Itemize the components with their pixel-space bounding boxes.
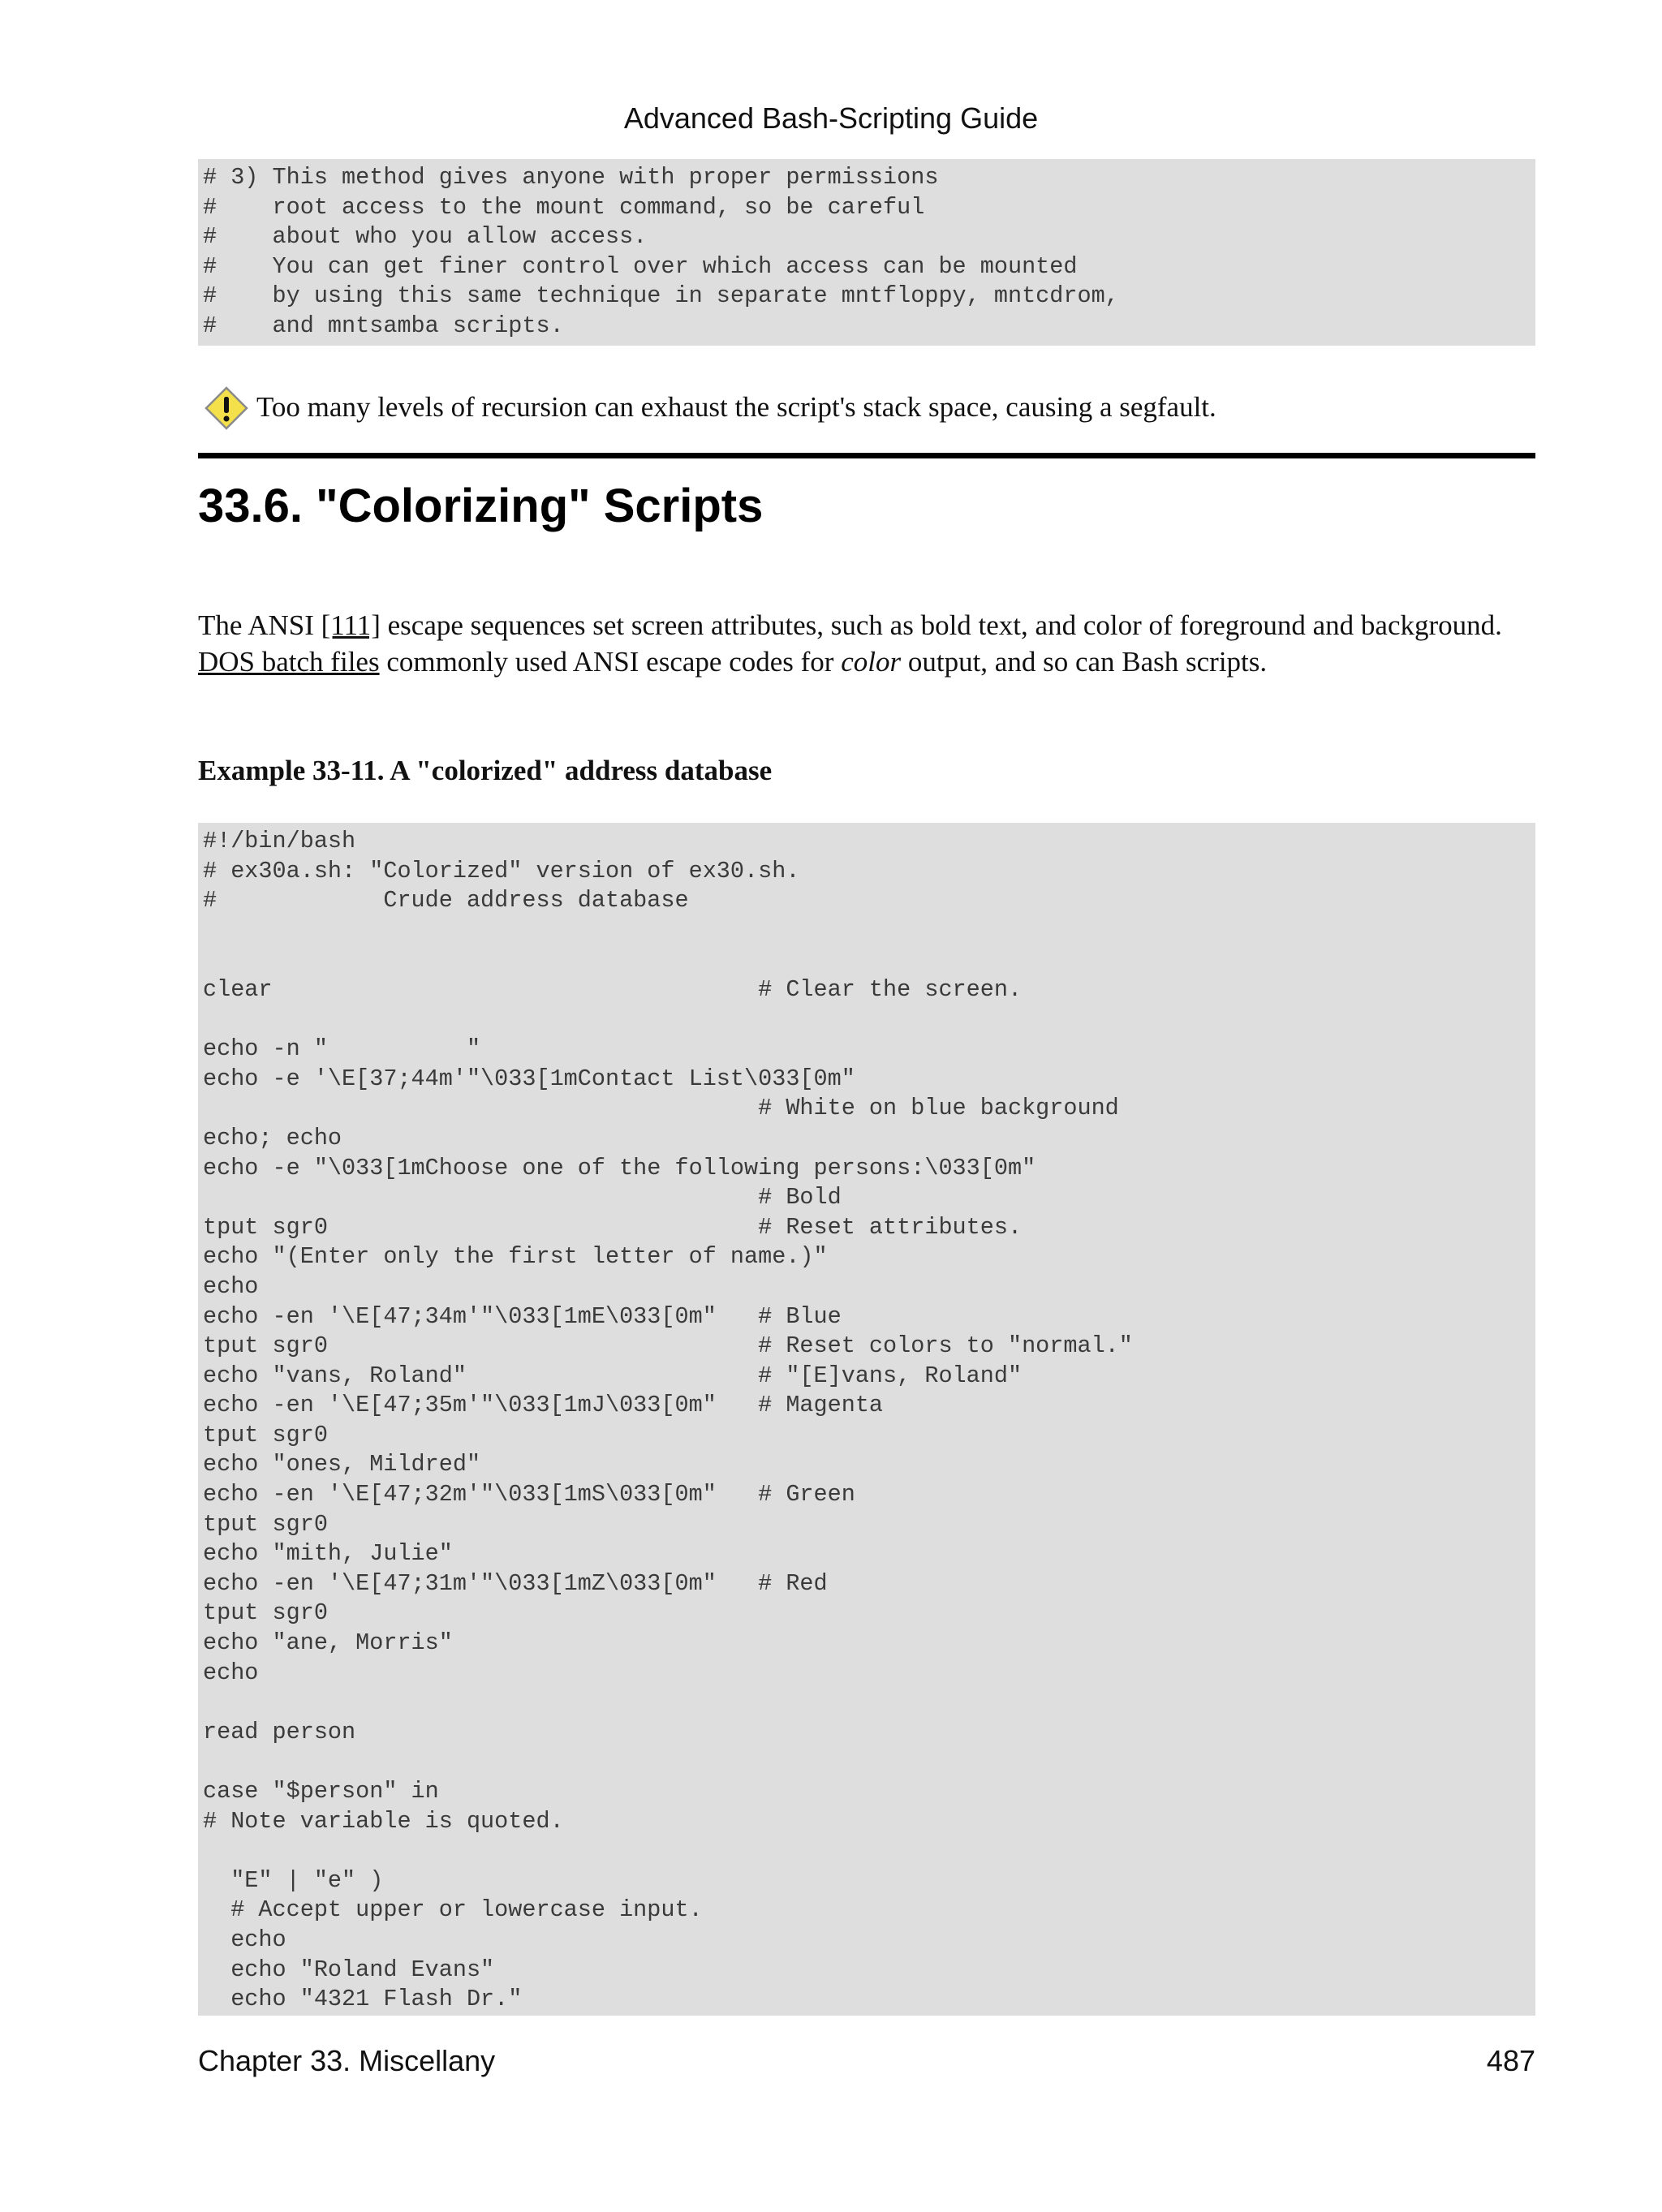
code-line: read person <box>203 1718 356 1745</box>
footer-chapter: Chapter 33. Miscellany <box>198 2044 496 2077</box>
code-line: echo "vans, Roland" # "[E]vans, Roland" <box>203 1362 1023 1389</box>
code-line: echo -en '\E[47;31m'"\033[1mZ\033[0m" # Red <box>203 1569 828 1597</box>
code-line: echo -e "\033[1mChoose one of the following persons:\033[0m" <box>203 1154 1036 1181</box>
code-line: # root access to the mount command, so be careful <box>203 193 925 221</box>
code-line: echo "ane, Morris" <box>203 1629 453 1657</box>
warning-note <box>203 383 1534 432</box>
code-line: # You can get finer control over which access can be mounted <box>203 252 1078 280</box>
code-line: echo "Roland Evans" <box>203 1956 495 1983</box>
intro-text: escape sequences set screen attributes, such as bold text, and color of foreground and background. <box>380 609 1502 641</box>
code-line: echo "4321 Flash Dr." <box>203 1986 523 2013</box>
code-line: # by using this same technique in separate mntfloppy, mntcdrom, <box>203 282 1119 310</box>
footnote-link[interactable]: [111] <box>321 609 381 641</box>
section-heading: 33.6. "Colorizing" Scripts <box>198 480 764 532</box>
code-line: echo -e '\E[37;44m'"\033[1mContact List\033[0m" <box>203 1065 855 1092</box>
intro-text: The ANSI <box>198 609 321 641</box>
code-line: tput sgr0 <box>203 1421 328 1448</box>
code-line <box>203 916 1531 946</box>
code-line: # White on blue background <box>203 1095 1119 1122</box>
code-block-top <box>198 159 1535 346</box>
section-divider <box>198 453 1535 458</box>
code-line: echo <box>203 1926 286 1953</box>
warning-icon <box>203 385 250 432</box>
code-line <box>203 1747 1531 1777</box>
code-line: echo "(Enter only the first letter of name.)" <box>203 1243 828 1271</box>
code-line: clear # Clear the screen. <box>203 975 1023 1003</box>
code-line: "E" | "e" ) <box>203 1866 384 1894</box>
code-line: #!/bin/bash <box>203 828 356 854</box>
code-line: # about who you allow access. <box>203 223 648 251</box>
footer-page-number: 487 <box>1486 2044 1535 2077</box>
code-line: echo "ones, Mildred" <box>203 1451 481 1478</box>
code-line: # and mntsamba scripts. <box>203 312 564 339</box>
code-line: case "$person" in <box>203 1778 439 1805</box>
code-line: echo -n " " <box>203 1035 481 1063</box>
code-line <box>203 1836 1531 1866</box>
code-line: tput sgr0 <box>203 1510 328 1538</box>
intro-text: output, and so can Bash scripts. <box>901 646 1268 678</box>
code-line: echo <box>203 1659 259 1686</box>
code-line: # Bold <box>203 1184 842 1211</box>
code-line: echo -en '\E[47;34m'"\033[1mE\033[0m" # Blue <box>203 1302 842 1330</box>
code-line: # Note variable is quoted. <box>203 1807 564 1835</box>
code-line <box>203 1005 1531 1035</box>
code-line: # ex30a.sh: "Colorized" version of ex30.sh. <box>203 857 800 884</box>
code-line: echo -en '\E[47;32m'"\033[1mS\033[0m" # Green <box>203 1481 855 1508</box>
code-line: echo "mith, Julie" <box>203 1540 453 1568</box>
emphasis-color: color <box>841 646 902 678</box>
code-line: # Accept upper or lowercase input. <box>203 1896 703 1924</box>
code-line <box>203 945 1531 975</box>
code-line: # Crude address database <box>203 887 689 914</box>
intro-paragraph <box>198 607 1545 680</box>
warning-text: Too many levels of recursion can exhaust the script's stack space, causing a segfault. <box>256 391 1216 423</box>
code-line: echo; echo <box>203 1124 342 1151</box>
intro-text: commonly used ANSI escape codes for <box>379 646 842 678</box>
code-line: echo <box>203 1272 259 1300</box>
code-line: tput sgr0 # Reset attributes. <box>203 1213 1023 1241</box>
example-title: Example 33-11. A "colorized" address database <box>198 755 773 786</box>
code-line: # 3) This method gives anyone with proper permissions <box>203 164 939 191</box>
code-line: echo -en '\E[47;35m'"\033[1mJ\033[0m" # Magenta <box>203 1392 884 1419</box>
code-line: tput sgr0 <box>203 1599 328 1627</box>
code-line <box>203 1688 1531 1718</box>
code-line: tput sgr0 # Reset colors to "normal." <box>203 1332 1133 1360</box>
running-header: Advanced Bash-Scripting Guide <box>623 101 1039 135</box>
code-block-main <box>198 823 1535 2016</box>
dos-batch-files-link[interactable]: DOS batch files <box>198 646 380 678</box>
